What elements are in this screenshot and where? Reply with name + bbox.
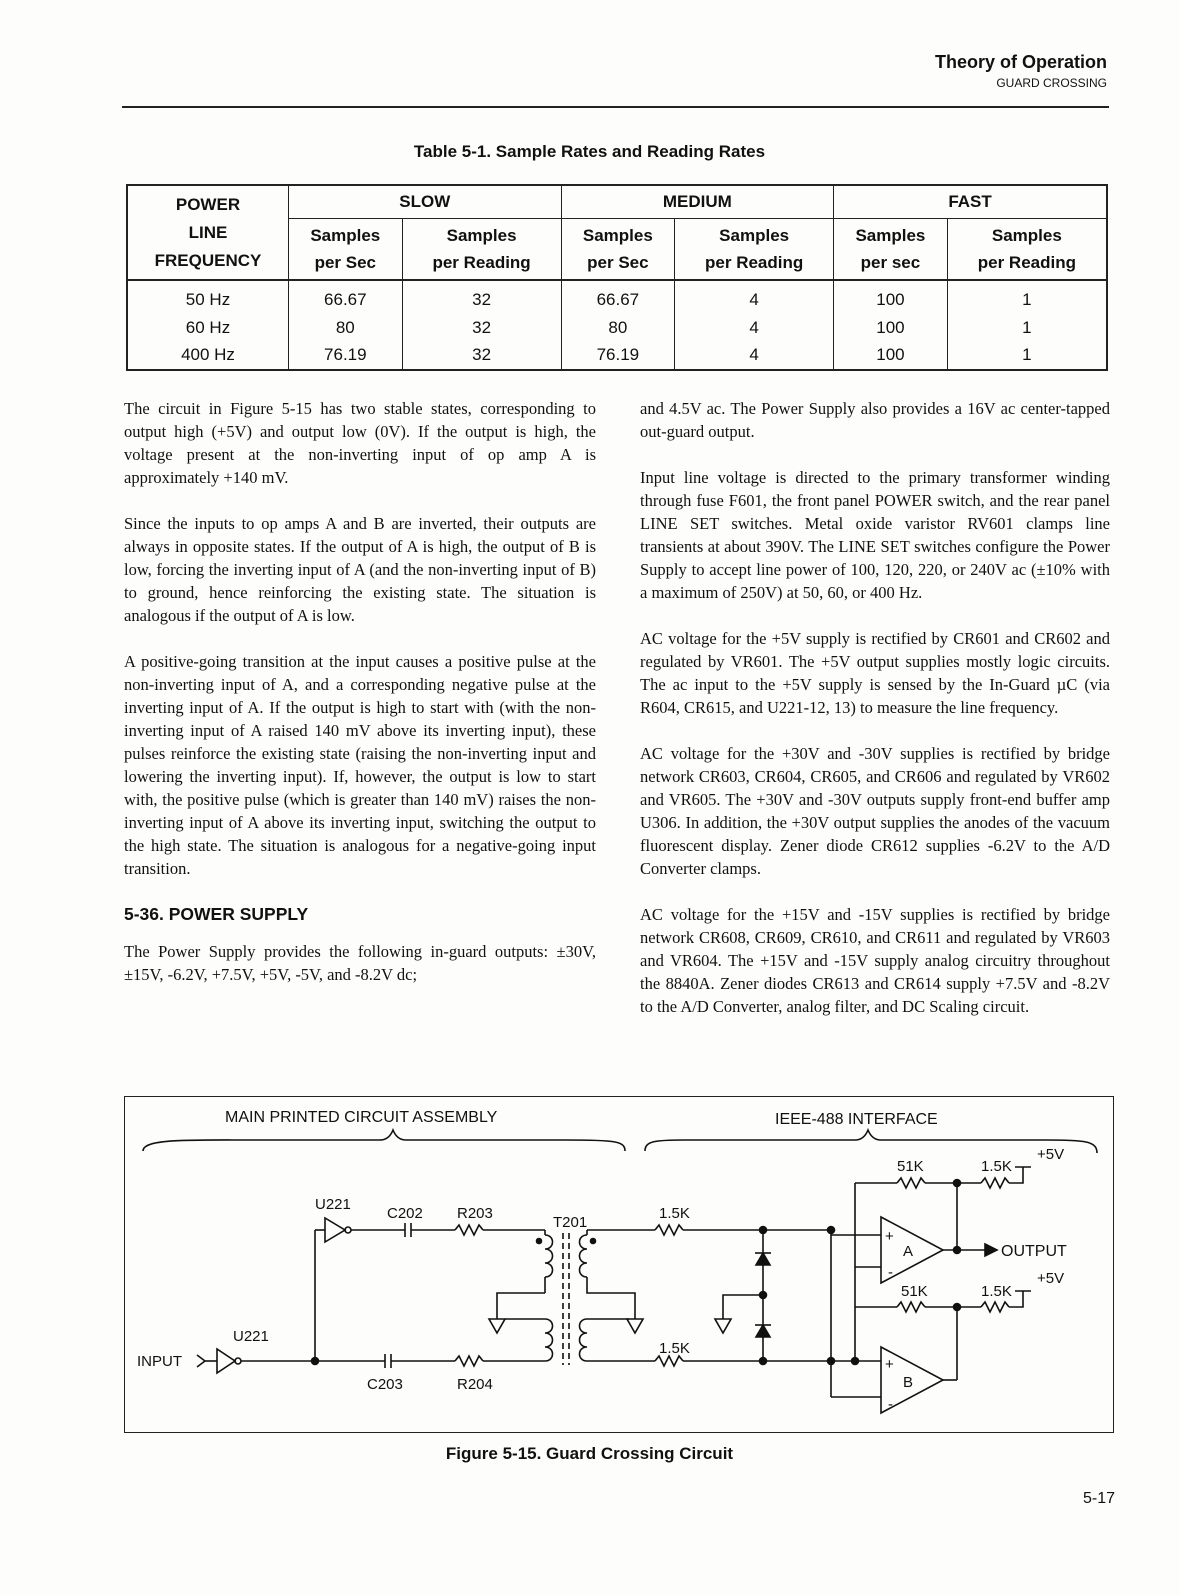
resistor-r203 — [455, 1225, 483, 1235]
table-cell: 66.67 — [561, 280, 675, 314]
subheader: Samples per Reading — [675, 219, 834, 281]
diode-top — [756, 1253, 770, 1265]
resistor-1-5k-pullup-bottom — [981, 1302, 1009, 1312]
paragraph: A positive-going transition at the input causes a positive pulse at the non-inverting input of A, and a corresponding negative pulse at the inverting input of A. If the output is high to start with (with the non-inverting input of A raised 140 mV above its inverting input), these pulses reinforce the existing state (raising the non-inverting input and lowering the inverting input). If, however, the output is low to start with, the positive pulse (which is greater than 140 mV) raises the non-inverting input of A above its inverting input, switching the output to the high state. The situation is analogous for a negative-going input transition. — [124, 652, 596, 878]
label-51k-top: 51K — [897, 1158, 924, 1175]
table-cell: 32 — [402, 314, 561, 342]
table-row — [127, 280, 1107, 314]
dot — [537, 1239, 542, 1244]
group-slow: SLOW — [289, 185, 562, 219]
table-caption: Table 5-1. Sample Rates and Reading Rates — [413, 142, 766, 161]
page-number: 5-17 — [1082, 1490, 1115, 1507]
inverter-u221-top — [325, 1218, 345, 1242]
paragraph: AC voltage for the +30V and -30V supplies is rectified by bridge network CR603, CR604, CR605, and CR606 and regulated by VR602 and VR605. The +30V and -30V outputs supply front-end buffer amp U306. In addition, the +30V output supplies the anodes of the vacuum fluorescent display. Zener diode CR612 supplies -6.2V to the A/D Converter clamps. — [640, 744, 1110, 878]
label-1-5k-top: 1.5K — [659, 1205, 690, 1222]
table-cell: 100 — [834, 314, 948, 342]
label-main-pca: MAIN PRINTED CIRCUIT ASSEMBLY — [225, 1109, 498, 1126]
resistor-1-5k-bottom — [655, 1356, 683, 1366]
label-u221-bottom: U221 — [233, 1328, 269, 1345]
group-medium: MEDIUM — [561, 185, 834, 219]
table-cell: 80 — [289, 314, 403, 342]
label-plus-b: + — [885, 1356, 894, 1373]
paragraph: Input line voltage is directed to the primary transformer winding through fuse F601, the front panel POWER switch, and the rear panel LINE SET switches. Metal oxide varistor RV601 clamps line transients at about 390V. The LINE SET switches configure the Power Supply to accept line power of 100, 120, 220, or 240V ac (±10% with a maximum of 250V) at 50, 60, or 400 Hz. — [640, 468, 1110, 602]
table-cell: 1 — [947, 314, 1107, 342]
table-cell: 76.19 — [289, 341, 403, 370]
header-title: Theory of Operation — [934, 52, 1107, 72]
label-minus-a: - — [888, 1264, 893, 1281]
transformer-primary-top — [545, 1235, 553, 1277]
table-cell: 100 — [834, 280, 948, 314]
table-cell: 1 — [947, 280, 1107, 314]
paragraph: The circuit in Figure 5-15 has two stable states, corresponding to output high (+5V) and output low (0V). If the output is high, the voltage present at the non-inverting input of op amp A is approximately +140 mV. — [124, 399, 596, 487]
wire — [723, 1295, 763, 1319]
subheader: Samples per Reading — [402, 219, 561, 281]
label-minus-b: - — [888, 1396, 893, 1413]
power-line-frequency-header: POWER LINE FREQUENCY — [127, 185, 289, 280]
transformer-secondary-bottom — [580, 1319, 588, 1361]
table-row — [127, 341, 1107, 370]
label-ieee: IEEE-488 INTERFACE — [775, 1111, 938, 1128]
label-input: INPUT — [137, 1353, 182, 1370]
right-column — [640, 397, 1110, 1041]
resistor-r204 — [455, 1356, 483, 1366]
table-cell: 32 — [402, 280, 561, 314]
schematic-diagram — [125, 1097, 1113, 1432]
table-cell: 1 — [947, 341, 1107, 370]
resistor-51k-top — [897, 1178, 925, 1188]
subheader: Samples per Reading — [947, 219, 1107, 281]
label-r203: R203 — [457, 1205, 493, 1222]
paragraph: and 4.5V ac. The Power Supply also provides a 16V ac center-tapped out-guard output. — [640, 399, 1110, 441]
dot — [591, 1239, 596, 1244]
brace-ieee — [645, 1130, 1097, 1153]
label-5v-top: +5V — [1037, 1146, 1065, 1163]
table-cell: 80 — [561, 314, 675, 342]
resistor-1-5k-pullup-top — [981, 1178, 1009, 1188]
paragraph: The Power Supply provides the following in-guard outputs: ±30V, ±15V, -6.2V, +7.5V, +5V, -5V, and -8.2V dc; — [124, 942, 596, 984]
wire — [587, 1277, 635, 1319]
table-cell: 400 Hz — [127, 341, 289, 370]
table-row — [127, 314, 1107, 342]
label-1-5k-pullup-top: 1.5K — [981, 1158, 1012, 1175]
header-rule — [122, 106, 1109, 108]
table-cell: 4 — [675, 314, 834, 342]
label-output: OUTPUT — [1001, 1243, 1067, 1260]
guard-crossing-figure — [124, 1096, 1114, 1433]
subheader: Samples per Sec — [561, 219, 675, 281]
left-column — [124, 397, 596, 1009]
vcc-symbol — [1009, 1167, 1031, 1183]
table-cell: 32 — [402, 341, 561, 370]
label-r204: R204 — [457, 1376, 493, 1393]
paragraph: AC voltage for the +15V and -15V supplies is rectified by bridge network CR608, CR609, CR610, and CR611 and regulated by VR603 and VR604. The +15V and -15V supply analog circuitry throughout the 8840A. Zener diodes CR613 and CR614 supply +7.5V and -8.2V to the A/D Converter, analog filter, and DC Scaling circuit. — [640, 905, 1110, 1016]
ground-symbol — [715, 1319, 731, 1333]
transformer-secondary-top — [580, 1235, 588, 1277]
wire — [497, 1293, 545, 1319]
label-1-5k-bottom: 1.5K — [659, 1340, 690, 1357]
table-cell: 66.67 — [289, 280, 403, 314]
subheader: Samples per Sec — [289, 219, 403, 281]
label-amp-a: A — [903, 1243, 914, 1260]
header-subtitle: GUARD CROSSING — [996, 76, 1107, 90]
output-arrow — [985, 1244, 997, 1256]
label-amp-b: B — [903, 1374, 914, 1391]
ground-symbol — [627, 1319, 643, 1333]
table-cell: 4 — [675, 280, 834, 314]
group-fast: FAST — [834, 185, 1107, 219]
label-5v-bottom: +5V — [1037, 1270, 1065, 1287]
resistor-51k-bottom — [897, 1302, 925, 1312]
label-c203: C203 — [367, 1376, 403, 1393]
label-u221-top: U221 — [315, 1196, 351, 1213]
label-t201: T201 — [553, 1214, 588, 1231]
section-heading: 5-36. POWER SUPPLY — [124, 904, 309, 924]
table-cell: 76.19 — [561, 341, 675, 370]
figure-caption: Figure 5-15. Guard Crossing Circuit — [445, 1444, 734, 1463]
resistor-1-5k-top — [655, 1225, 683, 1235]
table-cell: 60 Hz — [127, 314, 289, 342]
label-plus-a: + — [885, 1228, 894, 1245]
paragraph: Since the inputs to op amps A and B are inverted, their outputs are always in opposite states. If the output of A is high, the output of B is low, forcing the inverting input of A (and the non-inverting input of B) to ground, hence reinforcing the existing state. The situation is analogous if the output of A is low. — [124, 514, 596, 625]
ground-symbol — [489, 1319, 505, 1333]
label-1-5k-pullup-bottom: 1.5K — [981, 1283, 1012, 1300]
transformer-primary-bottom — [545, 1319, 553, 1361]
input-arrow — [197, 1355, 205, 1367]
vcc-symbol — [1009, 1291, 1031, 1307]
table-cell: 50 Hz — [127, 280, 289, 314]
label-c202: C202 — [387, 1205, 423, 1222]
subheader: Samples per sec — [834, 219, 948, 281]
buffer-u221-bottom — [217, 1349, 235, 1373]
paragraph: AC voltage for the +5V supply is rectified by CR601 and CR602 and regulated by VR601. The +5V output supplies mostly logic circuits. The ac input to the +5V supply is sensed by the In-Guard µC (via R604, CR615, and U221-12, 13) to measure the line frequency. — [640, 629, 1110, 717]
table-cell: 4 — [675, 341, 834, 370]
sample-rates-table — [126, 184, 1108, 371]
junction — [954, 1304, 961, 1311]
label-51k-bottom: 51K — [901, 1283, 928, 1300]
diode-bottom — [756, 1325, 770, 1337]
brace-main-pca — [143, 1130, 625, 1151]
table-cell: 100 — [834, 341, 948, 370]
